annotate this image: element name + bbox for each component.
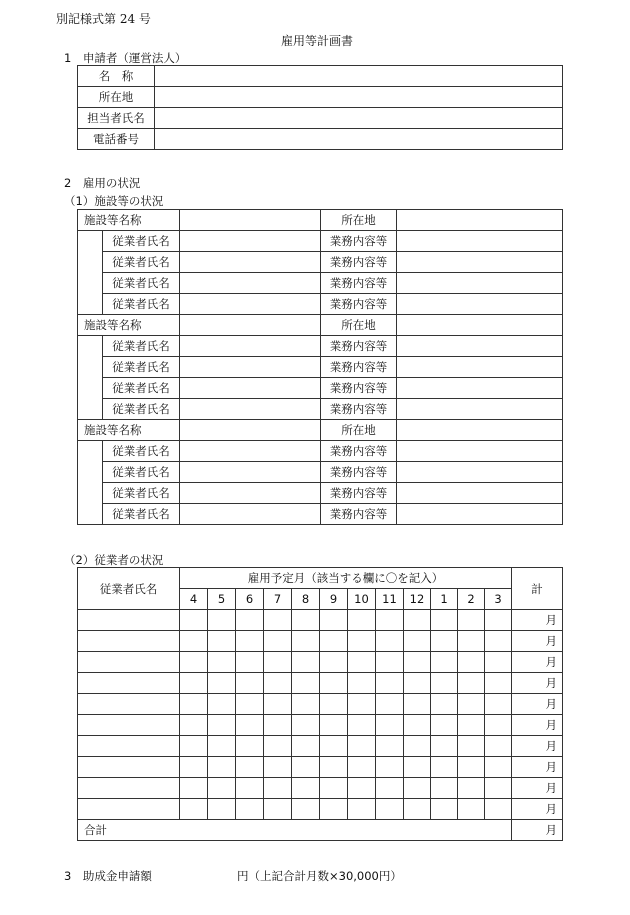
month-check-cell[interactable] xyxy=(376,715,404,736)
month-check-cell[interactable] xyxy=(208,799,236,820)
employee-status-row xyxy=(78,694,563,715)
facility-row xyxy=(78,210,563,231)
months-header: 雇用予定月（該当する欄に〇を記入） xyxy=(180,568,512,589)
applicant-input[interactable] xyxy=(155,108,563,129)
employee-status-row xyxy=(78,673,563,694)
month-header: 11 xyxy=(376,589,404,610)
employee-name-input[interactable] xyxy=(180,294,321,315)
subsidy-amount-note: 円（上記合計月数×30,000円） xyxy=(237,869,402,883)
month-check-cell[interactable] xyxy=(292,736,320,757)
month-check-cell[interactable] xyxy=(208,778,236,799)
indent-cell xyxy=(78,441,103,525)
month-header: 1 xyxy=(431,589,458,610)
duties-label: 業務内容等 xyxy=(321,504,397,525)
month-check-cell[interactable] xyxy=(208,694,236,715)
month-check-cell[interactable] xyxy=(485,673,512,694)
employee-assignment-row xyxy=(78,441,563,462)
month-check-cell[interactable] xyxy=(208,736,236,757)
month-check-cell[interactable] xyxy=(485,715,512,736)
month-check-cell[interactable] xyxy=(376,799,404,820)
section3-heading: 3 助成金申請額 xyxy=(64,869,152,883)
month-check-cell[interactable] xyxy=(208,673,236,694)
month-check-cell[interactable] xyxy=(404,631,431,652)
employee-name-input[interactable] xyxy=(78,610,180,631)
month-check-cell[interactable] xyxy=(292,652,320,673)
employee-name-input[interactable] xyxy=(180,252,321,273)
applicant-row xyxy=(78,87,563,108)
employee-name-input[interactable] xyxy=(180,441,321,462)
employee-name-label: 従業者氏名 xyxy=(103,441,180,462)
employee-name-label: 従業者氏名 xyxy=(103,273,180,294)
sum-label: 合計 xyxy=(78,820,512,841)
month-check-cell[interactable] xyxy=(458,736,485,757)
facility-name-label: 施設等名称 xyxy=(78,420,180,441)
employee-status-row xyxy=(78,757,563,778)
month-total-cell[interactable]: 月 xyxy=(512,652,563,673)
employee-assignment-row xyxy=(78,336,563,357)
month-check-cell[interactable] xyxy=(458,610,485,631)
form-id: 別記様式第 24 号 xyxy=(56,12,151,26)
month-check-cell[interactable] xyxy=(180,757,208,778)
facility-name-input[interactable] xyxy=(180,315,321,336)
employee-table xyxy=(77,567,563,841)
employee-status-row xyxy=(78,799,563,820)
month-check-cell[interactable] xyxy=(180,631,208,652)
month-check-cell[interactable] xyxy=(431,610,458,631)
month-check-cell[interactable] xyxy=(404,694,431,715)
sum-total-cell[interactable]: 月 xyxy=(512,820,563,841)
month-check-cell[interactable] xyxy=(264,652,292,673)
month-check-cell[interactable] xyxy=(485,610,512,631)
month-check-cell[interactable] xyxy=(264,631,292,652)
employee-name-label: 従業者氏名 xyxy=(103,231,180,252)
employee-name-input[interactable] xyxy=(78,715,180,736)
duties-input[interactable] xyxy=(397,399,563,420)
employee-name-input[interactable] xyxy=(78,652,180,673)
month-check-cell[interactable] xyxy=(236,673,264,694)
employee-name-input[interactable] xyxy=(180,399,321,420)
employee-name-label: 従業者氏名 xyxy=(103,483,180,504)
month-check-cell[interactable] xyxy=(348,715,376,736)
employee-assignment-row xyxy=(78,399,563,420)
month-check-cell[interactable] xyxy=(180,652,208,673)
month-check-cell[interactable] xyxy=(458,631,485,652)
employee-assignment-row xyxy=(78,252,563,273)
month-check-cell[interactable] xyxy=(485,694,512,715)
duties-label: 業務内容等 xyxy=(321,483,397,504)
month-check-cell[interactable] xyxy=(458,778,485,799)
employee-name-label: 従業者氏名 xyxy=(103,462,180,483)
total-header: 計 xyxy=(512,568,563,610)
month-total-cell[interactable]: 月 xyxy=(512,799,563,820)
month-check-cell[interactable] xyxy=(376,631,404,652)
month-check-cell[interactable] xyxy=(320,610,348,631)
applicant-table xyxy=(77,65,563,150)
month-check-cell[interactable] xyxy=(348,778,376,799)
month-check-cell[interactable] xyxy=(264,799,292,820)
month-check-cell[interactable] xyxy=(431,757,458,778)
applicant-label: 電話番号 xyxy=(78,129,155,150)
employee-assignment-row xyxy=(78,462,563,483)
month-total-cell[interactable]: 月 xyxy=(512,757,563,778)
month-check-cell[interactable] xyxy=(348,673,376,694)
month-header: 4 xyxy=(180,589,208,610)
duties-input[interactable] xyxy=(397,441,563,462)
month-check-cell[interactable] xyxy=(236,778,264,799)
month-check-cell[interactable] xyxy=(236,694,264,715)
employee-assignment-row xyxy=(78,504,563,525)
facility-row xyxy=(78,315,563,336)
facility-name-input[interactable] xyxy=(180,420,321,441)
employee-name-input[interactable] xyxy=(180,462,321,483)
indent-cell xyxy=(78,231,103,315)
month-check-cell[interactable] xyxy=(404,673,431,694)
employee-assignment-row xyxy=(78,483,563,504)
month-header: 2 xyxy=(458,589,485,610)
month-total-cell[interactable]: 月 xyxy=(512,631,563,652)
month-check-cell[interactable] xyxy=(320,799,348,820)
month-check-cell[interactable] xyxy=(376,652,404,673)
month-check-cell[interactable] xyxy=(264,715,292,736)
month-check-cell[interactable] xyxy=(431,778,458,799)
employee-name-input[interactable] xyxy=(78,736,180,757)
month-check-cell[interactable] xyxy=(208,715,236,736)
month-header: 6 xyxy=(236,589,264,610)
month-check-cell[interactable] xyxy=(320,694,348,715)
duties-label: 業務内容等 xyxy=(321,252,397,273)
employee-name-input[interactable] xyxy=(180,378,321,399)
applicant-label: 担当者氏名 xyxy=(78,108,155,129)
month-header: 5 xyxy=(208,589,236,610)
employee-name-label: 従業者氏名 xyxy=(103,252,180,273)
employee-name-input[interactable] xyxy=(78,757,180,778)
employee-name-header: 従業者氏名 xyxy=(78,568,180,610)
employee-name-input[interactable] xyxy=(180,504,321,525)
employee-status-row xyxy=(78,631,563,652)
month-check-cell[interactable] xyxy=(180,694,208,715)
month-total-cell[interactable]: 月 xyxy=(512,673,563,694)
month-check-cell[interactable] xyxy=(208,757,236,778)
month-check-cell[interactable] xyxy=(264,778,292,799)
duties-input[interactable] xyxy=(397,273,563,294)
employee-name-input[interactable] xyxy=(78,673,180,694)
month-total-cell[interactable]: 月 xyxy=(512,715,563,736)
month-check-cell[interactable] xyxy=(485,799,512,820)
month-check-cell[interactable] xyxy=(376,757,404,778)
employee-name-input[interactable] xyxy=(78,631,180,652)
month-check-cell[interactable] xyxy=(404,610,431,631)
month-check-cell[interactable] xyxy=(236,757,264,778)
facility-location-label: 所在地 xyxy=(321,210,397,231)
month-check-cell[interactable] xyxy=(180,736,208,757)
facility-row xyxy=(78,420,563,441)
month-check-cell[interactable] xyxy=(348,694,376,715)
month-check-cell[interactable] xyxy=(180,778,208,799)
employee-name-input[interactable] xyxy=(180,483,321,504)
facility-location-input[interactable] xyxy=(397,210,563,231)
month-check-cell[interactable] xyxy=(236,631,264,652)
month-check-cell[interactable] xyxy=(376,736,404,757)
month-check-cell[interactable] xyxy=(431,673,458,694)
month-check-cell[interactable] xyxy=(264,757,292,778)
month-check-cell[interactable] xyxy=(264,673,292,694)
month-check-cell[interactable] xyxy=(236,610,264,631)
month-check-cell[interactable] xyxy=(376,610,404,631)
month-check-cell[interactable] xyxy=(292,778,320,799)
month-check-cell[interactable] xyxy=(404,652,431,673)
month-check-cell[interactable] xyxy=(180,799,208,820)
month-check-cell[interactable] xyxy=(320,715,348,736)
month-check-cell[interactable] xyxy=(376,778,404,799)
month-check-cell[interactable] xyxy=(458,799,485,820)
employee-status-row xyxy=(78,610,563,631)
employee-assignment-row xyxy=(78,378,563,399)
employee-name-input[interactable] xyxy=(180,336,321,357)
month-check-cell[interactable] xyxy=(458,652,485,673)
month-check-cell[interactable] xyxy=(292,757,320,778)
employee-assignment-row xyxy=(78,357,563,378)
facility-name-label: 施設等名称 xyxy=(78,315,180,336)
applicant-input[interactable] xyxy=(155,66,563,87)
section2-heading: 2 雇用の状況 xyxy=(64,176,141,190)
employee-name-input[interactable] xyxy=(78,799,180,820)
month-check-cell[interactable] xyxy=(236,799,264,820)
month-check-cell[interactable] xyxy=(292,631,320,652)
month-check-cell[interactable] xyxy=(431,631,458,652)
month-check-cell[interactable] xyxy=(292,694,320,715)
month-check-cell[interactable] xyxy=(404,715,431,736)
duties-label: 業務内容等 xyxy=(321,462,397,483)
employee-status-row xyxy=(78,778,563,799)
month-check-cell[interactable] xyxy=(348,736,376,757)
employee-name-label: 従業者氏名 xyxy=(103,357,180,378)
facility-location-label: 所在地 xyxy=(321,420,397,441)
facility-name-label: 施設等名称 xyxy=(78,210,180,231)
applicant-label: 所在地 xyxy=(78,87,155,108)
month-check-cell[interactable] xyxy=(348,757,376,778)
month-check-cell[interactable] xyxy=(180,715,208,736)
month-check-cell[interactable] xyxy=(376,694,404,715)
sum-row xyxy=(78,820,563,841)
facility-location-label: 所在地 xyxy=(321,315,397,336)
facility-table xyxy=(77,209,563,525)
applicant-row xyxy=(78,129,563,150)
month-check-cell[interactable] xyxy=(292,799,320,820)
section2-sub2-heading: （2）従業者の状況 xyxy=(64,553,164,567)
month-check-cell[interactable] xyxy=(431,694,458,715)
duties-input[interactable] xyxy=(397,252,563,273)
employee-name-label: 従業者氏名 xyxy=(103,336,180,357)
month-check-cell[interactable] xyxy=(485,652,512,673)
employee-name-input[interactable] xyxy=(180,231,321,252)
duties-label: 業務内容等 xyxy=(321,273,397,294)
month-check-cell[interactable] xyxy=(320,778,348,799)
employee-assignment-row xyxy=(78,273,563,294)
applicant-label: 名 称 xyxy=(78,66,155,87)
month-check-cell[interactable] xyxy=(208,631,236,652)
employee-assignment-row xyxy=(78,294,563,315)
month-check-cell[interactable] xyxy=(348,799,376,820)
month-check-cell[interactable] xyxy=(431,799,458,820)
duties-input[interactable] xyxy=(397,483,563,504)
month-check-cell[interactable] xyxy=(208,652,236,673)
month-check-cell[interactable] xyxy=(236,715,264,736)
duties-label: 業務内容等 xyxy=(321,357,397,378)
month-check-cell[interactable] xyxy=(458,715,485,736)
month-check-cell[interactable] xyxy=(264,694,292,715)
duties-input[interactable] xyxy=(397,231,563,252)
month-check-cell[interactable] xyxy=(292,610,320,631)
employee-name-input[interactable] xyxy=(78,694,180,715)
month-check-cell[interactable] xyxy=(320,652,348,673)
employee-name-label: 従業者氏名 xyxy=(103,399,180,420)
month-total-cell[interactable]: 月 xyxy=(512,694,563,715)
duties-label: 業務内容等 xyxy=(321,441,397,462)
month-check-cell[interactable] xyxy=(431,715,458,736)
month-check-cell[interactable] xyxy=(404,778,431,799)
month-check-cell[interactable] xyxy=(208,610,236,631)
month-check-cell[interactable] xyxy=(320,673,348,694)
indent-cell xyxy=(78,336,103,420)
facility-name-input[interactable] xyxy=(180,210,321,231)
employee-status-row xyxy=(78,652,563,673)
employee-name-label: 従業者氏名 xyxy=(103,294,180,315)
month-check-cell[interactable] xyxy=(404,799,431,820)
month-check-cell[interactable] xyxy=(348,652,376,673)
month-check-cell[interactable] xyxy=(348,610,376,631)
month-check-cell[interactable] xyxy=(320,757,348,778)
month-check-cell[interactable] xyxy=(236,652,264,673)
month-check-cell[interactable] xyxy=(485,778,512,799)
duties-input[interactable] xyxy=(397,336,563,357)
facility-location-input[interactable] xyxy=(397,315,563,336)
month-check-cell[interactable] xyxy=(404,757,431,778)
month-check-cell[interactable] xyxy=(485,757,512,778)
employee-header-row xyxy=(78,568,563,589)
month-header: 12 xyxy=(404,589,431,610)
duties-input[interactable] xyxy=(397,378,563,399)
month-check-cell[interactable] xyxy=(292,715,320,736)
employee-name-input[interactable] xyxy=(78,778,180,799)
employee-assignment-row xyxy=(78,231,563,252)
duties-input[interactable] xyxy=(397,294,563,315)
applicant-row xyxy=(78,108,563,129)
month-check-cell[interactable] xyxy=(458,673,485,694)
facility-location-input[interactable] xyxy=(397,420,563,441)
duties-input[interactable] xyxy=(397,357,563,378)
month-check-cell[interactable] xyxy=(264,736,292,757)
month-check-cell[interactable] xyxy=(348,631,376,652)
month-total-cell[interactable]: 月 xyxy=(512,778,563,799)
month-check-cell[interactable] xyxy=(431,736,458,757)
employee-status-row xyxy=(78,715,563,736)
month-check-cell[interactable] xyxy=(292,673,320,694)
section1-heading: 1 申請者（運営法人） xyxy=(64,51,187,65)
month-check-cell[interactable] xyxy=(320,736,348,757)
month-check-cell[interactable] xyxy=(180,673,208,694)
month-check-cell[interactable] xyxy=(485,631,512,652)
employee-name-label: 従業者氏名 xyxy=(103,378,180,399)
duties-input[interactable] xyxy=(397,504,563,525)
employee-status-row xyxy=(78,736,563,757)
duties-label: 業務内容等 xyxy=(321,336,397,357)
employee-name-label: 従業者氏名 xyxy=(103,504,180,525)
month-check-cell[interactable] xyxy=(458,694,485,715)
month-header: 9 xyxy=(320,589,348,610)
employee-name-input[interactable] xyxy=(180,273,321,294)
month-check-cell[interactable] xyxy=(236,736,264,757)
month-header: 3 xyxy=(485,589,512,610)
month-check-cell[interactable] xyxy=(180,610,208,631)
month-check-cell[interactable] xyxy=(264,610,292,631)
month-header: 8 xyxy=(292,589,320,610)
section2-sub1-heading: （1）施設等の状況 xyxy=(64,194,164,208)
applicant-input[interactable] xyxy=(155,129,563,150)
employee-name-input[interactable] xyxy=(180,357,321,378)
duties-label: 業務内容等 xyxy=(321,231,397,252)
month-total-cell[interactable]: 月 xyxy=(512,610,563,631)
month-check-cell[interactable] xyxy=(376,673,404,694)
page-title: 雇用等計画書 xyxy=(281,34,354,48)
applicant-input[interactable] xyxy=(155,87,563,108)
applicant-row xyxy=(78,66,563,87)
duties-label: 業務内容等 xyxy=(321,294,397,315)
month-header: 10 xyxy=(348,589,376,610)
duties-label: 業務内容等 xyxy=(321,399,397,420)
month-header: 7 xyxy=(264,589,292,610)
month-check-cell[interactable] xyxy=(320,631,348,652)
month-total-cell[interactable]: 月 xyxy=(512,736,563,757)
duties-input[interactable] xyxy=(397,462,563,483)
month-check-cell[interactable] xyxy=(485,736,512,757)
month-check-cell[interactable] xyxy=(404,736,431,757)
month-check-cell[interactable] xyxy=(458,757,485,778)
duties-label: 業務内容等 xyxy=(321,378,397,399)
month-check-cell[interactable] xyxy=(431,652,458,673)
